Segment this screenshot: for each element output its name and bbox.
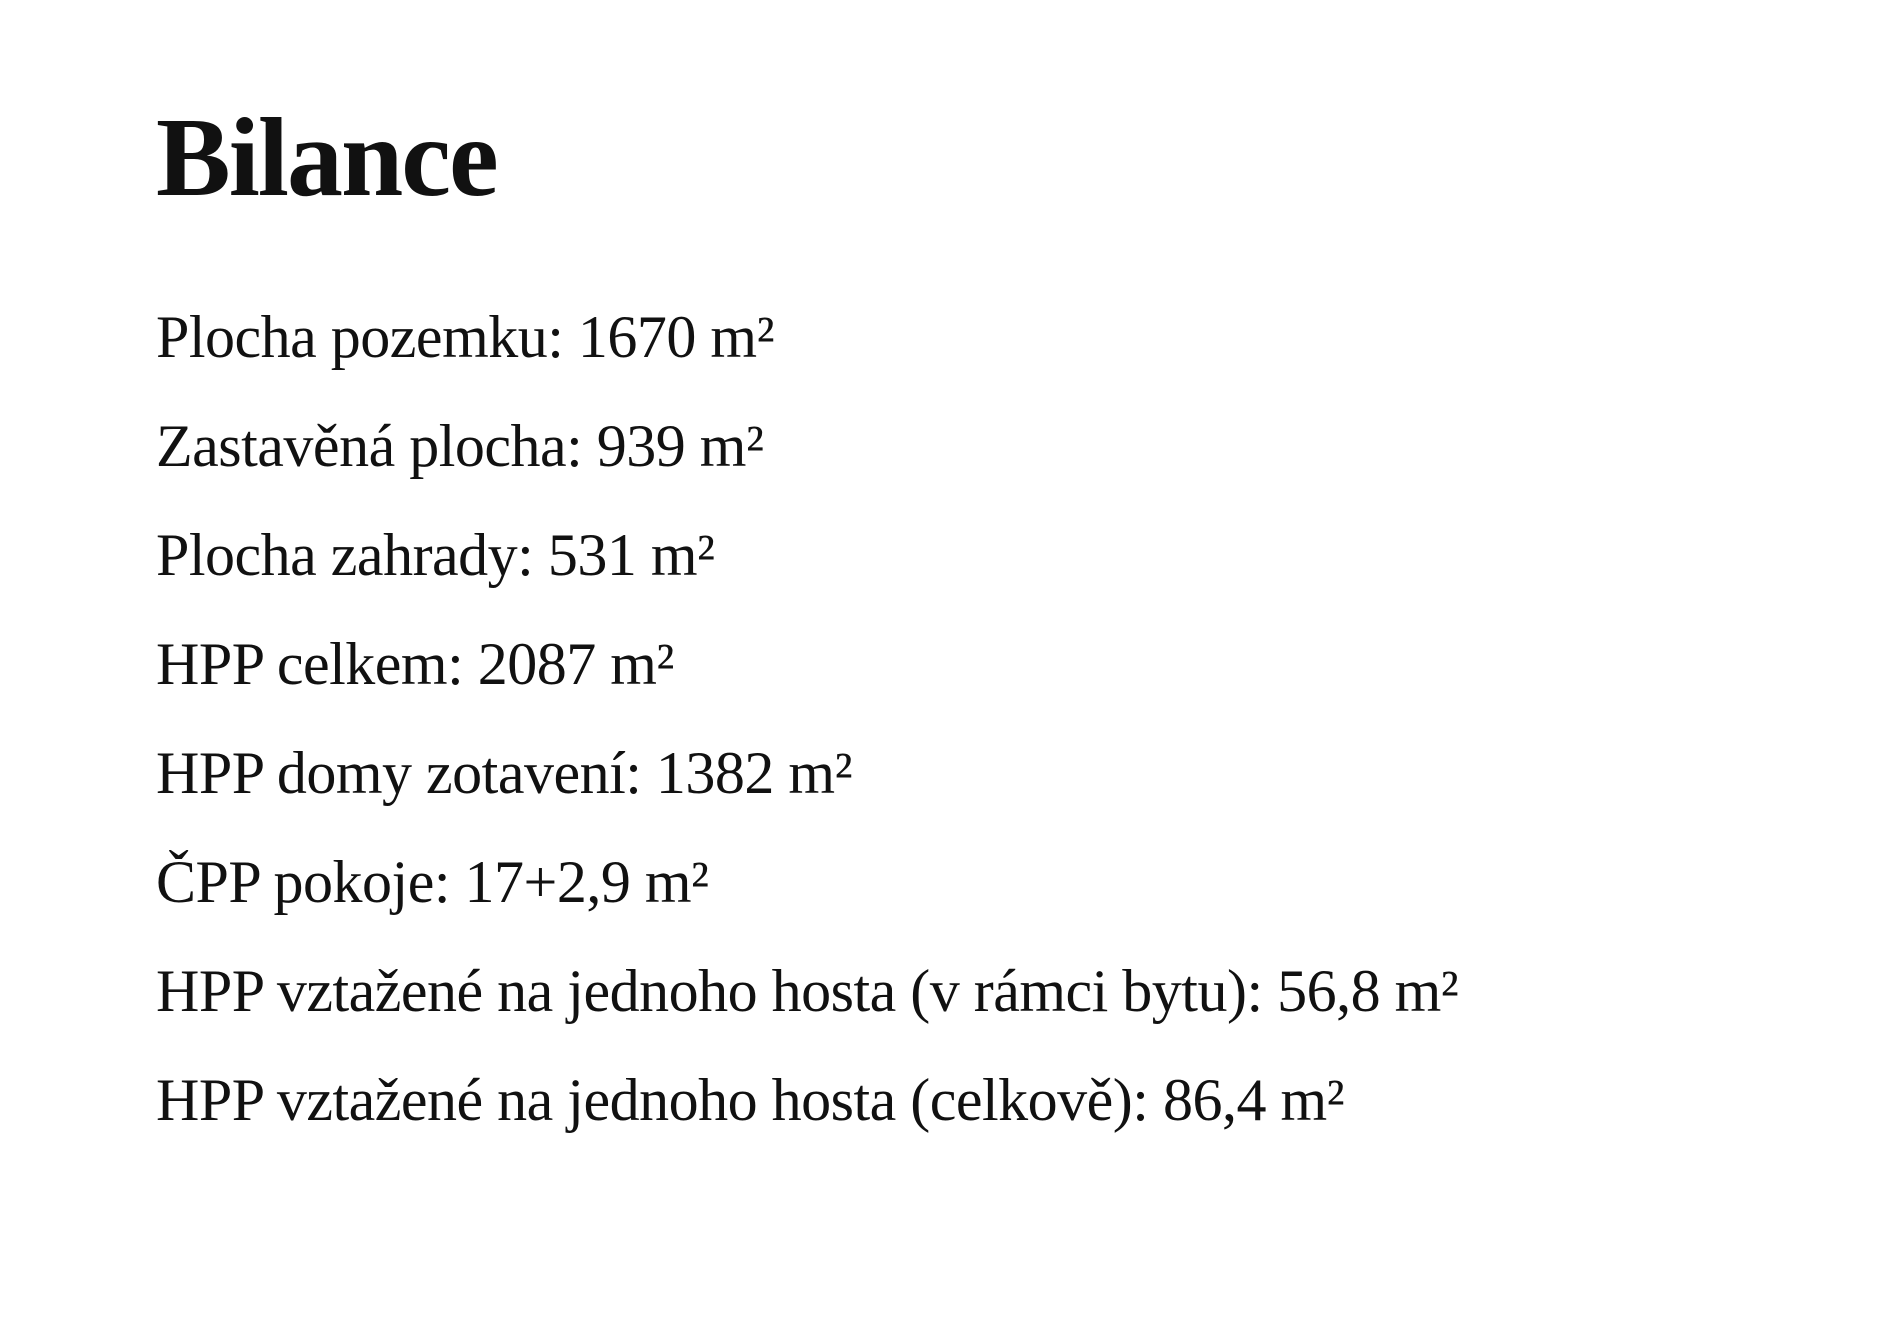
stat-line-gross-floor-area-recovery-houses: HPP domy zotavení: 1382 m²: [156, 740, 853, 806]
stat-line-gross-floor-area-total: HPP celkem: 2087 m²: [156, 631, 674, 697]
stat-line-plot-area: Plocha pozemku: 1670 m²: [156, 304, 775, 370]
balance-list: [156, 300, 1458, 1172]
stat-line-garden-area: Plocha zahrady: 531 m²: [156, 522, 715, 588]
stat-line-net-floor-area-rooms: ČPP pokoje: 17+2,9 m²: [156, 849, 709, 915]
stat-line-gfa-per-guest-total: HPP vztažené na jednoho hosta (celkově): 86,4 m²: [156, 1067, 1345, 1133]
stat-line-built-up-area: Zastavěná plocha: 939 m²: [156, 413, 764, 479]
page-title: Bilance: [156, 96, 497, 220]
stat-line-gfa-per-guest-apartment: HPP vztažené na jednoho hosta (v rámci bytu): 56,8 m²: [156, 958, 1459, 1024]
